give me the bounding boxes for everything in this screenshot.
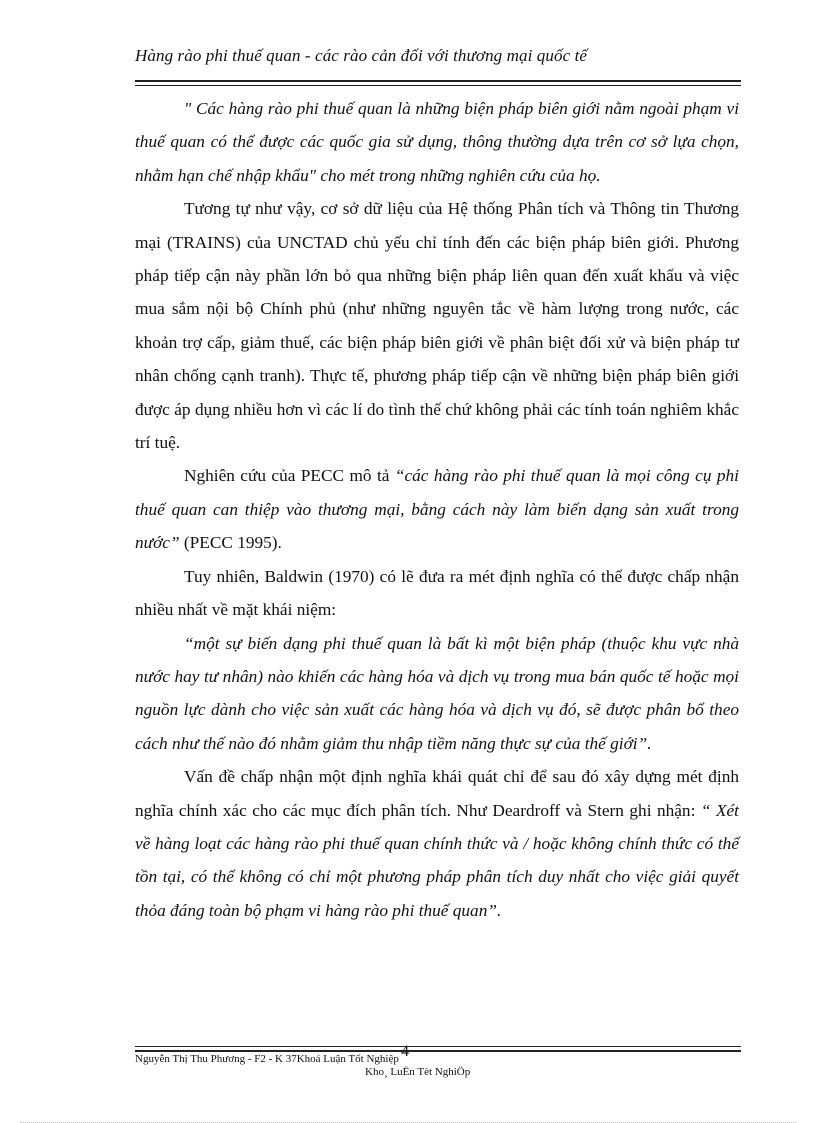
deardroff-quote: “ Xét về hàng loạt các hàng rào phi thuế quan chính thức và / hoặc không chính thức có thể tồn tại, có thể không có chỉ một phương pháp phân tích duy nhất cho việc giải quyết thỏa đáng toàn bộ phạm vi hàng rào phi thuế quan”.: [135, 800, 739, 920]
paragraph-baldwin: Tuy nhiên, Baldwin (1970) có lẽ đưa ra mét định nghĩa có thể được chấp nhận nhiều nhất về mặt khái niệm:: [135, 566, 739, 620]
header-rule-thick: [135, 80, 741, 82]
paragraph-trains: Tương tự như vậy, cơ sở dữ liệu của Hệ thống Phân tích và Thông tin Thương mại (TRAINS) của UNCTAD chủ yếu chỉ tính đến các biện pháp biên giới. Phương pháp tiếp cận này phần lớn bỏ qua những biện pháp liên quan đến xuất khẩu và việc mua sắm nội bộ Chính phủ (như những nguyên tắc về hàm lượng trong nước, các khoản trợ cấp, giảm thuế, các biện pháp biên giới về phân biệt đối xử và biện pháp tư nhân chống cạnh tranh). Thực tế, phương pháp tiếp cận về những biện pháp biên giới được áp dụng nhiều hơn vì các lí do tình thế chứ không phải các tính toán nghiêm khắc trí tuệ.: [135, 199, 739, 453]
paragraph-pecc: [135, 459, 739, 559]
pecc-quote: “các hàng rào phi thuế quan là mọi công cụ phi thuế quan can thiệp vào thương mại, bằng cách này làm biến dạng sản xuất trong nước”: [135, 466, 739, 553]
footer-author: Nguyễn Thị Thu Phương - F2 - K 37Khoá Luận Tốt Nghiệp: [135, 1053, 399, 1065]
pecc-lead: Nghiên cứu của PECC mô tả: [184, 466, 395, 486]
paragraph-quote-definition: " Các hàng rào phi thuế quan là những biện pháp biên giới nằm ngoài phạm vi thuế quan có thể được các quốc gia sử dụng, thông thường dựa trên cơ sở lựa chọn, nhằm hạn chế nhập khẩu" cho mét trong những nghiên cứu của họ.: [135, 99, 739, 185]
page-number: 4: [401, 1043, 409, 1060]
document-body: [135, 92, 739, 927]
page-header-title: Hàng rào phi thuế quan - các rào cản đối với thương mại quốc tế: [135, 46, 588, 65]
paragraph-baldwin-quote: “một sự biến dạng phi thuế quan là bất kì một biện pháp (thuộc khu vực nhà nước hay tư nhân) nào khiến các hàng hóa và dịch vụ trong mua bán quốc tế hoặc mọi nguồn lực dành cho việc sản xuất các hàng hóa và dịch vụ đó, sẽ được phân bổ theo cách như thế nào đó nhằm giảm thu nhập tiềm năng thực sự của thế giới”.: [135, 633, 739, 753]
footer-rule-thin: [135, 1046, 741, 1047]
footer-thesis-label: Kho¸ LuËn Tèt NghiÖp: [365, 1066, 471, 1078]
deardroff-lead: Vấn đề chấp nhận một định nghĩa khái quát chỉ để sau đó xây dựng mét định nghĩa chính xác cho các mục đích phân tích. Như Deardroff và Stern ghi nhận:: [135, 767, 739, 820]
pecc-citation: (PECC 1995).: [179, 533, 282, 553]
paragraph-deardroff: [135, 760, 739, 927]
footer-rule-thick: [135, 1050, 741, 1052]
header-rule-thin: [135, 85, 741, 86]
